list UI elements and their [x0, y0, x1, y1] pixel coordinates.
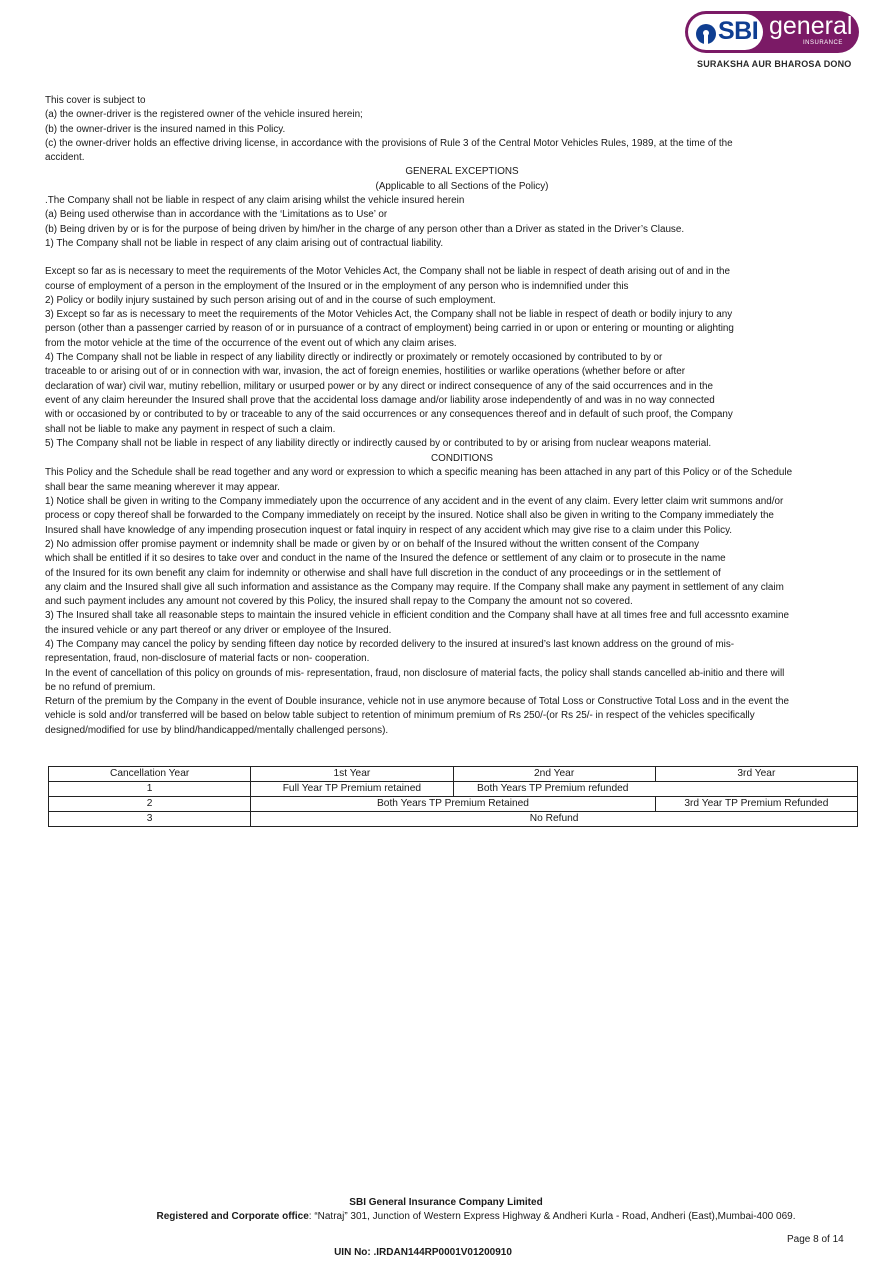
paragraph-gap: [45, 251, 879, 265]
conditions-heading: CONDITIONS: [431, 453, 493, 465]
uin-number: UIN No: .IRDAN144RP0001V01200910: [334, 1247, 512, 1258]
logo-insurance-text: INSURANCE: [803, 40, 843, 46]
logo-general-text: general: [769, 12, 853, 40]
exceptions-paragraph-2: Except so far as is necessary to meet the requirements of the Motor Vehicles Act, the Company shall not be liable in respect of death arising out of and in the course of employment of a person in the employment of the Insured or in the employment of any person who is indemnified under this 2) Policy or bodily injury sustained by such person arising out of and in the course of such employment. 3) Except so far as is necessary to meet the requirements of the Motor Vehicles Act, the Company shall not be liable in respect of death or bodily injury to any person (other than a passenger carried by reason of or in pursuance of a contract of employment) being carried in or upon or entering or mounting or alighting from the motor vehicle at the time of the occurrence of the event out of which any claim arises. 4) The Company shall not be liable in respect of any liability directly or indirectly or proximately or remotely occasioned by contributed to by or traceable to or arising out of or in connection with war, invasion, the act of foreign enemies, hostilities or warlike operations (whether before or after declaration of war) civil war, mutiny rebellion, military or usurped power or by any direct or indirect consequence of any of the said occurrences and in the event of any claim hereunder the Insured shall prove that the accidental loss damage and/or liability arose independently of and was in no way connected with or occasioned by or contributed to by or traceable to any of the said occurrences or any consequences thereof and in default of such proof, the Company shall not be liable to make any payment in respect of such a claim. 5) The Company shall not be liable in respect of any liability directly or indirectly caused by or contributed to by or arising from nuclear weapons material.: [45, 266, 734, 449]
logo-pill: [685, 11, 859, 53]
table-row: [49, 812, 858, 827]
table-cell: Both Years TP Premium Retained: [251, 797, 656, 812]
logo-sbi-text: SBI: [718, 17, 759, 45]
general-exceptions-heading: GENERAL EXCEPTIONS: [405, 166, 519, 178]
table-header-cell: 3rd Year: [655, 767, 857, 782]
sbi-keyhole-icon: [696, 24, 716, 44]
cover-conditions-paragraph: This cover is subject to (a) the owner-driver is the registered owner of the vehicle insured herein; (b) the owner-driver is the insured named in this Policy. (c) the owner-driver holds an effective driving license, in accordance with the provisions of Rule 3 of the Central Motor Vehicles Rules, 1989, at the time of the accident.: [45, 95, 733, 164]
table-cell: 1: [49, 782, 251, 797]
table-cell: 3rd Year TP Premium Refunded: [655, 797, 857, 812]
table-header-row: [49, 767, 858, 782]
exceptions-paragraph-1: .The Company shall not be liable in respect of any claim arising whilst the vehicle insured herein (a) Being used otherwise than in accordance with the ‘Limitations as to Use’ or (b) Being driven by or is for the purpose of being driven by him/her in the charge of any person other than a Driver as stated in the Driver’s Clause. 1) The Company shall not be liable in respect of any claim arising out of contractual liability.: [45, 195, 685, 249]
footer-office-address: [0, 1211, 892, 1222]
sbi-general-logo: [685, 11, 863, 71]
table-header-cell: 2nd Year: [453, 767, 655, 782]
table-cell: Both Years TP Premium refunded: [453, 782, 858, 797]
policy-text: [45, 94, 879, 738]
table-cell: 3: [49, 812, 251, 827]
table-header-cell: 1st Year: [251, 767, 453, 782]
general-exceptions-subheading: (Applicable to all Sections of the Policy): [375, 180, 549, 192]
table-cell: 2: [49, 797, 251, 812]
cancellation-refund-table: [48, 766, 858, 827]
table-row: [49, 797, 858, 812]
table-row: [49, 782, 858, 797]
logo-sbi-segment: [688, 14, 763, 50]
table-cell: Full Year TP Premium retained: [251, 782, 453, 797]
footer-office-label: Registered and Corporate office: [156, 1211, 309, 1222]
footer-office-text: : “Natraj” 301, Junction of Western Express Highway & Andheri Kurla - Road, Andheri (East),Mumbai-400 069.: [308, 1211, 796, 1222]
page-number: Page 8 of 14: [787, 1234, 844, 1245]
conditions-paragraph: This Policy and the Schedule shall be read together and any word or expression to which a specific meaning has been attached in any part of this Policy or of the Schedule shall bear the same meaning wherever it may appear. 1) Notice shall be given in writing to the Company immediately upon the occurrence of any accident and in the event of any claim. Every letter claim writ summons and/or process or copy thereof shall be forwarded to the Company immediately on receipt by the insured. Notice shall also be given in writing to the Company immediately the Insured shall have knowledge of any impending prosecution inquest or fatal inquiry in respect of any accident which may give rise to a claim under this Policy. 2) No admission offer promise payment or indemnity shall be made or given by or on behalf of the Insured without the written consent of the Company which shall be entitled if it so desires to take over and conduct in the name of the Insured the defence or settlement of any claim or to prosecute in the name of the Insured for its own benefit any claim for indemnity or otherwise and shall have full discretion in the conduct of any proceedings or in the settlement of any claim and the Insured shall give all such information and assistance as the Company may require. If the Company shall make any payment in settlement of any claim and such payment includes any amount not covered by this Policy, the insured shall repay to the Company the amount not so covered. 3) The Insured shall take all reasonable steps to maintain the insured vehicle in efficient condition and the Company shall have at all times free and full accessnto examine the insured vehicle or any part thereof or any driver or employee of the Insured. 4) The Company may cancel the policy by sending fifteen day notice by recorded delivery to the insured at insured’s last known address on the ground of mis- representation, fraud, non-disclosure of material facts or non- cooperation. In the event of cancellation of this policy on grounds of mis- representation, fraud, non disclosure of material facts, the policy shall stands cancelled ab-initio and there will be no refund of premium. Return of the premium by the Company in the event of Double insurance, vehicle not in use anymore because of Total Loss or Constructive Total Loss and in the event the vehicle is sold and/or transferred will be based on below table subject to retention of minimum premium of Rs 250/-(or Rs 25/- in respect of the vehicles specifically designed/modified for use by blind/handicapped/mentally challenged persons).: [45, 467, 793, 736]
table-cell: No Refund: [251, 812, 858, 827]
logo-tagline: SURAKSHA AUR BHAROSA DONO: [697, 59, 852, 69]
footer-company-name: SBI General Insurance Company Limited: [349, 1197, 543, 1208]
table-header-cell: Cancellation Year: [49, 767, 251, 782]
